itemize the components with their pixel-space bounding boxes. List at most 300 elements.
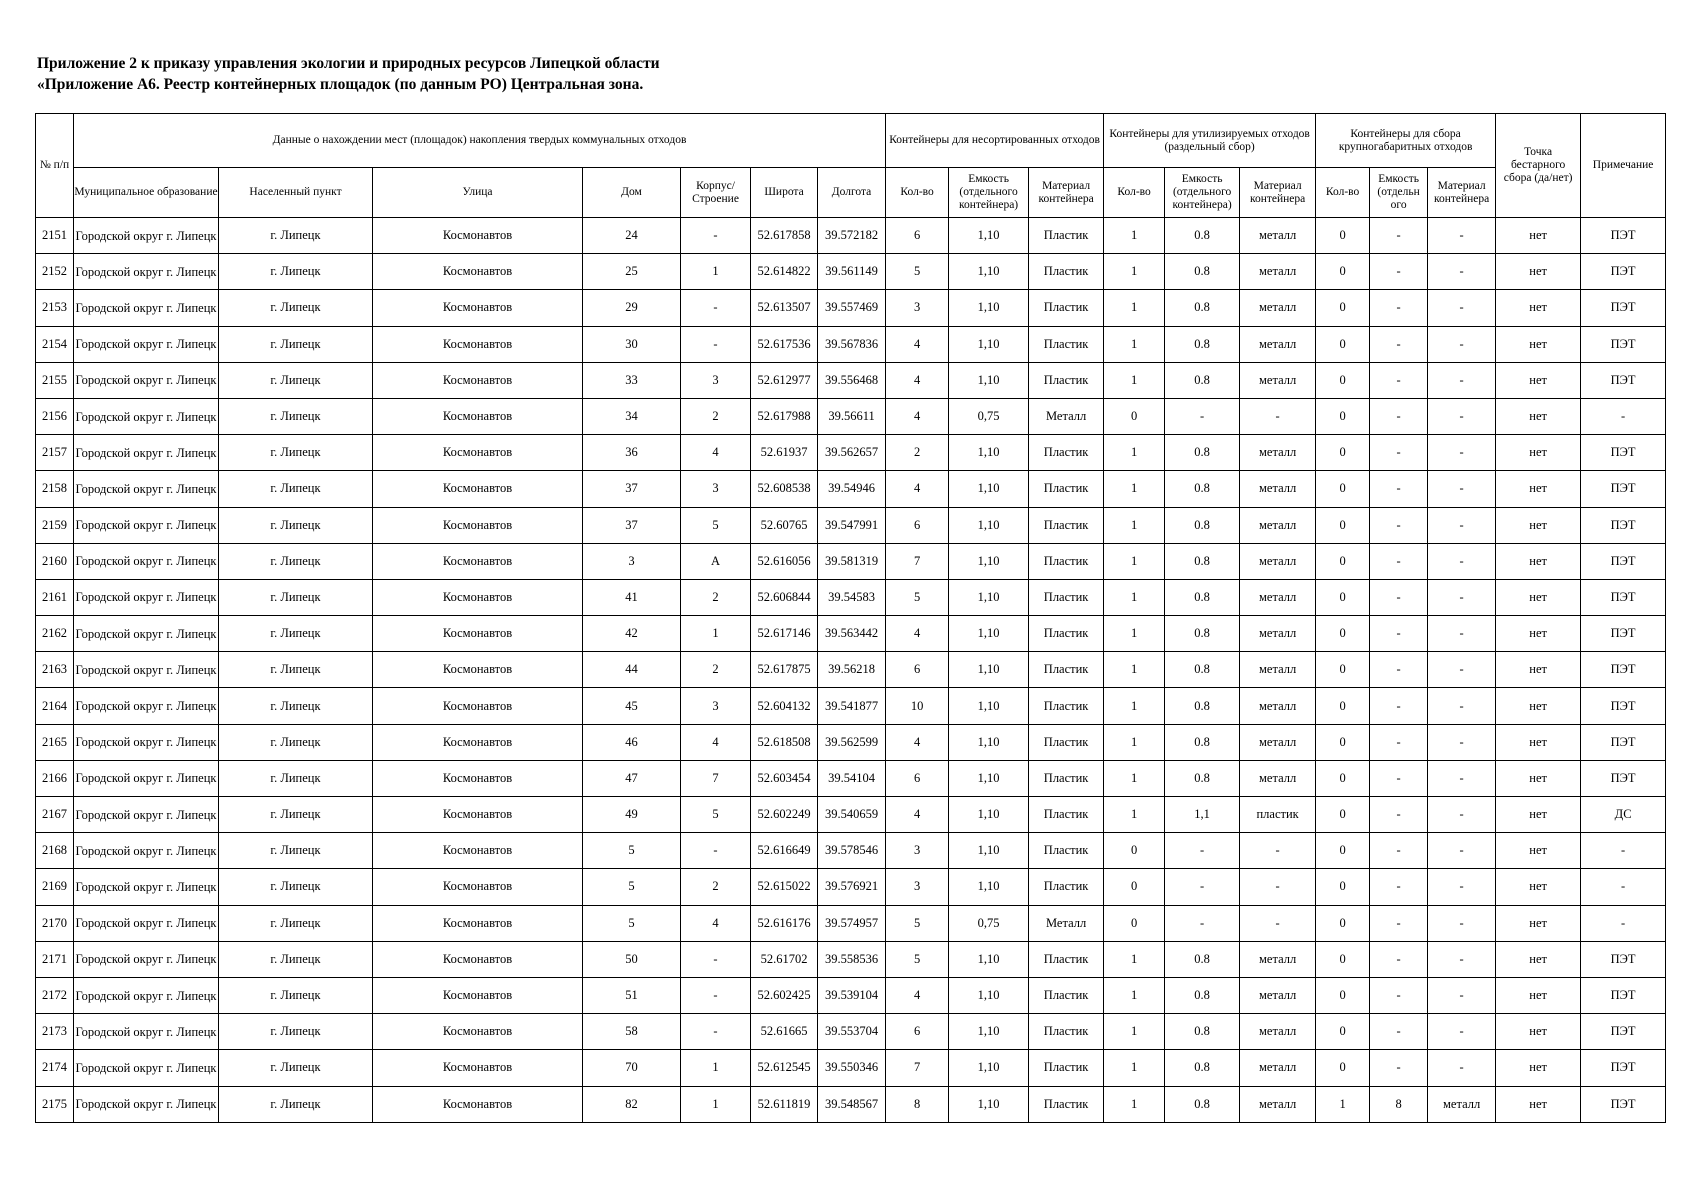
building-cell: - bbox=[681, 290, 751, 326]
header-recyclable-capacity: Емкость (отдельного контейнера) bbox=[1165, 168, 1240, 218]
unsorted-count-cell: 5 bbox=[886, 905, 949, 941]
recyclable-material-cell: металл bbox=[1240, 579, 1316, 615]
row-number: 2175 bbox=[36, 1086, 74, 1122]
longitude-cell: 39.574957 bbox=[818, 905, 886, 941]
table-row bbox=[36, 254, 1666, 290]
bulky-capacity-cell: - bbox=[1370, 977, 1428, 1013]
longitude-cell: 39.540659 bbox=[818, 797, 886, 833]
bulky-count-cell: 0 bbox=[1316, 760, 1370, 796]
street-cell: Космонавтов bbox=[373, 760, 583, 796]
bulky-material-cell: - bbox=[1428, 977, 1496, 1013]
table-row bbox=[36, 652, 1666, 688]
document-title bbox=[37, 53, 660, 95]
settlement-cell: г. Липецк bbox=[219, 724, 373, 760]
street-cell: Космонавтов bbox=[373, 362, 583, 398]
latitude-cell: 52.617146 bbox=[751, 616, 818, 652]
recyclable-capacity-cell: 0.8 bbox=[1165, 507, 1240, 543]
row-number: 2161 bbox=[36, 579, 74, 615]
header-unsorted-count: Кол-во bbox=[886, 168, 949, 218]
building-cell: - bbox=[681, 218, 751, 254]
note-cell: - bbox=[1581, 398, 1666, 434]
bagless-point-cell: нет bbox=[1496, 760, 1581, 796]
municipality-cell: Городской округ г. Липецк bbox=[74, 797, 219, 833]
building-cell: 4 bbox=[681, 905, 751, 941]
note-cell: ПЭТ bbox=[1581, 616, 1666, 652]
bulky-capacity-cell: - bbox=[1370, 398, 1428, 434]
latitude-cell: 52.617536 bbox=[751, 326, 818, 362]
unsorted-capacity-cell: 1,10 bbox=[949, 435, 1029, 471]
note-cell: ПЭТ bbox=[1581, 543, 1666, 579]
bulky-count-cell: 0 bbox=[1316, 616, 1370, 652]
longitude-cell: 39.541877 bbox=[818, 688, 886, 724]
unsorted-count-cell: 6 bbox=[886, 652, 949, 688]
bulky-capacity-cell: - bbox=[1370, 833, 1428, 869]
bulky-capacity-cell: - bbox=[1370, 254, 1428, 290]
building-cell: 2 bbox=[681, 398, 751, 434]
street-cell: Космонавтов bbox=[373, 471, 583, 507]
bulky-count-cell: 0 bbox=[1316, 471, 1370, 507]
header-municipality: Муниципальное образование bbox=[74, 168, 219, 218]
note-cell: ПЭТ bbox=[1581, 326, 1666, 362]
municipality-cell: Городской округ г. Липецк bbox=[74, 688, 219, 724]
latitude-cell: 52.617988 bbox=[751, 398, 818, 434]
header-recyclable-material: Материал контейнера bbox=[1240, 168, 1316, 218]
settlement-cell: г. Липецк bbox=[219, 869, 373, 905]
recyclable-material-cell: металл bbox=[1240, 724, 1316, 760]
header-note: Примечание bbox=[1581, 114, 1666, 218]
unsorted-material-cell: Пластик bbox=[1029, 543, 1104, 579]
note-cell: ПЭТ bbox=[1581, 471, 1666, 507]
house-cell: 5 bbox=[583, 833, 681, 869]
latitude-cell: 52.617858 bbox=[751, 218, 818, 254]
municipality-cell: Городской округ г. Липецк bbox=[74, 869, 219, 905]
bulky-material-cell: - bbox=[1428, 579, 1496, 615]
unsorted-count-cell: 4 bbox=[886, 471, 949, 507]
street-cell: Космонавтов bbox=[373, 290, 583, 326]
unsorted-capacity-cell: 1,10 bbox=[949, 507, 1029, 543]
settlement-cell: г. Липецк bbox=[219, 1014, 373, 1050]
row-number: 2170 bbox=[36, 905, 74, 941]
settlement-cell: г. Липецк bbox=[219, 254, 373, 290]
building-cell: 5 bbox=[681, 797, 751, 833]
unsorted-count-cell: 6 bbox=[886, 1014, 949, 1050]
unsorted-capacity-cell: 0,75 bbox=[949, 905, 1029, 941]
recyclable-count-cell: 1 bbox=[1104, 543, 1165, 579]
unsorted-capacity-cell: 1,10 bbox=[949, 797, 1029, 833]
note-cell: ПЭТ bbox=[1581, 724, 1666, 760]
unsorted-capacity-cell: 1,10 bbox=[949, 362, 1029, 398]
table-row bbox=[36, 471, 1666, 507]
header-bulky-count: Кол-во bbox=[1316, 168, 1370, 218]
note-cell: ПЭТ bbox=[1581, 652, 1666, 688]
municipality-cell: Городской округ г. Липецк bbox=[74, 254, 219, 290]
bagless-point-cell: нет bbox=[1496, 362, 1581, 398]
bagless-point-cell: нет bbox=[1496, 724, 1581, 760]
unsorted-capacity-cell: 1,10 bbox=[949, 724, 1029, 760]
municipality-cell: Городской округ г. Липецк bbox=[74, 579, 219, 615]
table-body bbox=[36, 218, 1666, 1123]
table-row bbox=[36, 760, 1666, 796]
unsorted-material-cell: Пластик bbox=[1029, 869, 1104, 905]
unsorted-capacity-cell: 1,10 bbox=[949, 1014, 1029, 1050]
header-location-group: Данные о нахождении мест (площадок) накопления твердых коммунальных отходов bbox=[74, 114, 886, 168]
header-latitude: Широта bbox=[751, 168, 818, 218]
row-number: 2153 bbox=[36, 290, 74, 326]
unsorted-capacity-cell: 1,10 bbox=[949, 833, 1029, 869]
row-number: 2174 bbox=[36, 1050, 74, 1086]
unsorted-count-cell: 6 bbox=[886, 760, 949, 796]
longitude-cell: 39.576921 bbox=[818, 869, 886, 905]
recyclable-count-cell: 1 bbox=[1104, 616, 1165, 652]
recyclable-material-cell: металл bbox=[1240, 471, 1316, 507]
header-recyclable-count: Кол-во bbox=[1104, 168, 1165, 218]
municipality-cell: Городской округ г. Липецк bbox=[74, 290, 219, 326]
settlement-cell: г. Липецк bbox=[219, 652, 373, 688]
row-number: 2173 bbox=[36, 1014, 74, 1050]
bulky-count-cell: 0 bbox=[1316, 688, 1370, 724]
house-cell: 46 bbox=[583, 724, 681, 760]
municipality-cell: Городской округ г. Липецк bbox=[74, 543, 219, 579]
recyclable-material-cell: - bbox=[1240, 398, 1316, 434]
bagless-point-cell: нет bbox=[1496, 941, 1581, 977]
unsorted-count-cell: 5 bbox=[886, 254, 949, 290]
unsorted-material-cell: Металл bbox=[1029, 905, 1104, 941]
bulky-capacity-cell: - bbox=[1370, 652, 1428, 688]
table-row bbox=[36, 1086, 1666, 1122]
unsorted-capacity-cell: 1,10 bbox=[949, 543, 1029, 579]
municipality-cell: Городской округ г. Липецк bbox=[74, 507, 219, 543]
note-cell: ПЭТ bbox=[1581, 507, 1666, 543]
longitude-cell: 39.572182 bbox=[818, 218, 886, 254]
unsorted-material-cell: Пластик bbox=[1029, 435, 1104, 471]
street-cell: Космонавтов bbox=[373, 688, 583, 724]
bulky-count-cell: 0 bbox=[1316, 977, 1370, 1013]
bulky-capacity-cell: - bbox=[1370, 905, 1428, 941]
bagless-point-cell: нет bbox=[1496, 218, 1581, 254]
unsorted-count-cell: 3 bbox=[886, 869, 949, 905]
building-cell: 3 bbox=[681, 688, 751, 724]
unsorted-capacity-cell: 1,10 bbox=[949, 1050, 1029, 1086]
bagless-point-cell: нет bbox=[1496, 507, 1581, 543]
bulky-count-cell: 0 bbox=[1316, 833, 1370, 869]
bagless-point-cell: нет bbox=[1496, 1086, 1581, 1122]
recyclable-count-cell: 1 bbox=[1104, 326, 1165, 362]
recyclable-count-cell: 0 bbox=[1104, 833, 1165, 869]
unsorted-material-cell: Пластик bbox=[1029, 471, 1104, 507]
container-site-registry-table bbox=[35, 113, 1666, 1123]
longitude-cell: 39.557469 bbox=[818, 290, 886, 326]
house-cell: 37 bbox=[583, 507, 681, 543]
recyclable-count-cell: 1 bbox=[1104, 941, 1165, 977]
row-number: 2169 bbox=[36, 869, 74, 905]
bagless-point-cell: нет bbox=[1496, 435, 1581, 471]
bagless-point-cell: нет bbox=[1496, 254, 1581, 290]
recyclable-capacity-cell: 0.8 bbox=[1165, 760, 1240, 796]
bagless-point-cell: нет bbox=[1496, 471, 1581, 507]
bulky-count-cell: 0 bbox=[1316, 543, 1370, 579]
building-cell: 5 bbox=[681, 507, 751, 543]
settlement-cell: г. Липецк bbox=[219, 688, 373, 724]
municipality-cell: Городской округ г. Липецк bbox=[74, 652, 219, 688]
bulky-capacity-cell: 8 bbox=[1370, 1086, 1428, 1122]
house-cell: 30 bbox=[583, 326, 681, 362]
settlement-cell: г. Липецк bbox=[219, 1086, 373, 1122]
bagless-point-cell: нет bbox=[1496, 398, 1581, 434]
bulky-capacity-cell: - bbox=[1370, 797, 1428, 833]
unsorted-capacity-cell: 1,10 bbox=[949, 326, 1029, 362]
header-number: № п/п bbox=[36, 114, 74, 218]
latitude-cell: 52.608538 bbox=[751, 471, 818, 507]
table-row bbox=[36, 905, 1666, 941]
bulky-capacity-cell: - bbox=[1370, 507, 1428, 543]
recyclable-material-cell: металл bbox=[1240, 977, 1316, 1013]
bulky-material-cell: - bbox=[1428, 905, 1496, 941]
row-number: 2166 bbox=[36, 760, 74, 796]
row-number: 2151 bbox=[36, 218, 74, 254]
table-row bbox=[36, 543, 1666, 579]
row-number: 2155 bbox=[36, 362, 74, 398]
note-cell: - bbox=[1581, 833, 1666, 869]
street-cell: Космонавтов bbox=[373, 616, 583, 652]
recyclable-material-cell: металл bbox=[1240, 290, 1316, 326]
recyclable-capacity-cell: 0.8 bbox=[1165, 543, 1240, 579]
municipality-cell: Городской округ г. Липецк bbox=[74, 1050, 219, 1086]
unsorted-count-cell: 2 bbox=[886, 435, 949, 471]
recyclable-count-cell: 1 bbox=[1104, 1050, 1165, 1086]
municipality-cell: Городской округ г. Липецк bbox=[74, 362, 219, 398]
street-cell: Космонавтов bbox=[373, 507, 583, 543]
note-cell: ПЭТ bbox=[1581, 1086, 1666, 1122]
note-cell: ПЭТ bbox=[1581, 254, 1666, 290]
unsorted-count-cell: 7 bbox=[886, 1050, 949, 1086]
recyclable-capacity-cell: 0.8 bbox=[1165, 977, 1240, 1013]
bulky-material-cell: - bbox=[1428, 869, 1496, 905]
header-house: Дом bbox=[583, 168, 681, 218]
unsorted-capacity-cell: 1,10 bbox=[949, 869, 1029, 905]
building-cell: 3 bbox=[681, 362, 751, 398]
header-bulky-capacity: Емкость (отдельн ого bbox=[1370, 168, 1428, 218]
latitude-cell: 52.604132 bbox=[751, 688, 818, 724]
bulky-material-cell: - bbox=[1428, 254, 1496, 290]
unsorted-capacity-cell: 1,10 bbox=[949, 254, 1029, 290]
note-cell: - bbox=[1581, 905, 1666, 941]
table-row bbox=[36, 218, 1666, 254]
street-cell: Космонавтов bbox=[373, 797, 583, 833]
house-cell: 51 bbox=[583, 977, 681, 1013]
table-row bbox=[36, 398, 1666, 434]
unsorted-material-cell: Пластик bbox=[1029, 1086, 1104, 1122]
table-row bbox=[36, 290, 1666, 326]
unsorted-count-cell: 4 bbox=[886, 326, 949, 362]
building-cell: - bbox=[681, 833, 751, 869]
house-cell: 58 bbox=[583, 1014, 681, 1050]
row-number: 2162 bbox=[36, 616, 74, 652]
bulky-capacity-cell: - bbox=[1370, 435, 1428, 471]
bulky-material-cell: - bbox=[1428, 326, 1496, 362]
row-number: 2157 bbox=[36, 435, 74, 471]
unsorted-capacity-cell: 1,10 bbox=[949, 1086, 1029, 1122]
recyclable-count-cell: 1 bbox=[1104, 797, 1165, 833]
municipality-cell: Городской округ г. Липецк bbox=[74, 471, 219, 507]
recyclable-count-cell: 1 bbox=[1104, 507, 1165, 543]
settlement-cell: г. Липецк bbox=[219, 797, 373, 833]
bagless-point-cell: нет bbox=[1496, 869, 1581, 905]
municipality-cell: Городской округ г. Липецк bbox=[74, 760, 219, 796]
bagless-point-cell: нет bbox=[1496, 652, 1581, 688]
unsorted-material-cell: Пластик bbox=[1029, 652, 1104, 688]
row-number: 2164 bbox=[36, 688, 74, 724]
house-cell: 45 bbox=[583, 688, 681, 724]
settlement-cell: г. Липецк bbox=[219, 398, 373, 434]
street-cell: Космонавтов bbox=[373, 652, 583, 688]
unsorted-material-cell: Пластик bbox=[1029, 797, 1104, 833]
table-row bbox=[36, 362, 1666, 398]
bulky-count-cell: 0 bbox=[1316, 218, 1370, 254]
recyclable-capacity-cell: 0.8 bbox=[1165, 435, 1240, 471]
bulky-count-cell: 0 bbox=[1316, 797, 1370, 833]
street-cell: Космонавтов bbox=[373, 218, 583, 254]
recyclable-material-cell: металл bbox=[1240, 362, 1316, 398]
street-cell: Космонавтов bbox=[373, 435, 583, 471]
recyclable-count-cell: 1 bbox=[1104, 760, 1165, 796]
recyclable-capacity-cell: 0.8 bbox=[1165, 688, 1240, 724]
house-cell: 44 bbox=[583, 652, 681, 688]
recyclable-material-cell: металл bbox=[1240, 652, 1316, 688]
street-cell: Космонавтов bbox=[373, 579, 583, 615]
bagless-point-cell: нет bbox=[1496, 797, 1581, 833]
bulky-count-cell: 0 bbox=[1316, 724, 1370, 760]
municipality-cell: Городской округ г. Липецк bbox=[74, 398, 219, 434]
unsorted-material-cell: Пластик bbox=[1029, 724, 1104, 760]
house-cell: 25 bbox=[583, 254, 681, 290]
unsorted-material-cell: Пластик bbox=[1029, 616, 1104, 652]
latitude-cell: 52.618508 bbox=[751, 724, 818, 760]
recyclable-capacity-cell: - bbox=[1165, 905, 1240, 941]
unsorted-material-cell: Пластик bbox=[1029, 1014, 1104, 1050]
bulky-material-cell: - bbox=[1428, 616, 1496, 652]
bulky-count-cell: 0 bbox=[1316, 941, 1370, 977]
bulky-material-cell: - bbox=[1428, 543, 1496, 579]
bulky-count-cell: 0 bbox=[1316, 435, 1370, 471]
municipality-cell: Городской округ г. Липецк bbox=[74, 977, 219, 1013]
recyclable-count-cell: 1 bbox=[1104, 977, 1165, 1013]
bulky-capacity-cell: - bbox=[1370, 1050, 1428, 1086]
latitude-cell: 52.613507 bbox=[751, 290, 818, 326]
bagless-point-cell: нет bbox=[1496, 579, 1581, 615]
bulky-material-cell: - bbox=[1428, 724, 1496, 760]
recyclable-count-cell: 1 bbox=[1104, 435, 1165, 471]
street-cell: Космонавтов bbox=[373, 543, 583, 579]
recyclable-material-cell: металл bbox=[1240, 1086, 1316, 1122]
house-cell: 42 bbox=[583, 616, 681, 652]
bulky-count-cell: 0 bbox=[1316, 905, 1370, 941]
header-longitude: Долгота bbox=[818, 168, 886, 218]
recyclable-material-cell: пластик bbox=[1240, 797, 1316, 833]
recyclable-count-cell: 1 bbox=[1104, 218, 1165, 254]
table-row bbox=[36, 724, 1666, 760]
building-cell: 7 bbox=[681, 760, 751, 796]
recyclable-count-cell: 0 bbox=[1104, 398, 1165, 434]
unsorted-capacity-cell: 1,10 bbox=[949, 616, 1029, 652]
longitude-cell: 39.548567 bbox=[818, 1086, 886, 1122]
unsorted-material-cell: Пластик bbox=[1029, 579, 1104, 615]
recyclable-material-cell: - bbox=[1240, 833, 1316, 869]
latitude-cell: 52.61702 bbox=[751, 941, 818, 977]
recyclable-count-cell: 1 bbox=[1104, 688, 1165, 724]
recyclable-capacity-cell: 0.8 bbox=[1165, 724, 1240, 760]
recyclable-capacity-cell: 0.8 bbox=[1165, 471, 1240, 507]
header-unsorted-material: Материал контейнера bbox=[1029, 168, 1104, 218]
settlement-cell: г. Липецк bbox=[219, 616, 373, 652]
settlement-cell: г. Липецк bbox=[219, 905, 373, 941]
unsorted-count-cell: 5 bbox=[886, 579, 949, 615]
settlement-cell: г. Липецк bbox=[219, 760, 373, 796]
row-number: 2171 bbox=[36, 941, 74, 977]
recyclable-count-cell: 0 bbox=[1104, 869, 1165, 905]
settlement-cell: г. Липецк bbox=[219, 290, 373, 326]
recyclable-capacity-cell: - bbox=[1165, 833, 1240, 869]
note-cell: ПЭТ bbox=[1581, 218, 1666, 254]
bulky-count-cell: 0 bbox=[1316, 290, 1370, 326]
bulky-material-cell: металл bbox=[1428, 1086, 1496, 1122]
bulky-material-cell: - bbox=[1428, 797, 1496, 833]
longitude-cell: 39.562599 bbox=[818, 724, 886, 760]
note-cell: ПЭТ bbox=[1581, 290, 1666, 326]
recyclable-material-cell: металл bbox=[1240, 688, 1316, 724]
recyclable-count-cell: 0 bbox=[1104, 905, 1165, 941]
header-settlement: Населенный пункт bbox=[219, 168, 373, 218]
longitude-cell: 39.56611 bbox=[818, 398, 886, 434]
row-number: 2158 bbox=[36, 471, 74, 507]
row-number: 2168 bbox=[36, 833, 74, 869]
unsorted-capacity-cell: 1,10 bbox=[949, 652, 1029, 688]
settlement-cell: г. Липецк bbox=[219, 833, 373, 869]
bulky-capacity-cell: - bbox=[1370, 1014, 1428, 1050]
house-cell: 82 bbox=[583, 1086, 681, 1122]
bulky-material-cell: - bbox=[1428, 290, 1496, 326]
recyclable-material-cell: металл bbox=[1240, 1050, 1316, 1086]
street-cell: Космонавтов bbox=[373, 941, 583, 977]
header-bulky-material: Материал контейнера bbox=[1428, 168, 1496, 218]
recyclable-count-cell: 1 bbox=[1104, 362, 1165, 398]
longitude-cell: 39.54946 bbox=[818, 471, 886, 507]
bulky-capacity-cell: - bbox=[1370, 688, 1428, 724]
municipality-cell: Городской округ г. Липецк bbox=[74, 1086, 219, 1122]
bulky-count-cell: 0 bbox=[1316, 398, 1370, 434]
house-cell: 33 bbox=[583, 362, 681, 398]
settlement-cell: г. Липецк bbox=[219, 435, 373, 471]
longitude-cell: 39.567836 bbox=[818, 326, 886, 362]
bulky-capacity-cell: - bbox=[1370, 616, 1428, 652]
building-cell: - bbox=[681, 1014, 751, 1050]
recyclable-count-cell: 1 bbox=[1104, 471, 1165, 507]
recyclable-material-cell: металл bbox=[1240, 218, 1316, 254]
unsorted-count-cell: 4 bbox=[886, 724, 949, 760]
building-cell: 1 bbox=[681, 1050, 751, 1086]
table-row bbox=[36, 507, 1666, 543]
bulky-capacity-cell: - bbox=[1370, 941, 1428, 977]
settlement-cell: г. Липецк bbox=[219, 941, 373, 977]
longitude-cell: 39.54104 bbox=[818, 760, 886, 796]
recyclable-capacity-cell: - bbox=[1165, 869, 1240, 905]
unsorted-material-cell: Пластик bbox=[1029, 760, 1104, 796]
latitude-cell: 52.615022 bbox=[751, 869, 818, 905]
bulky-material-cell: - bbox=[1428, 652, 1496, 688]
street-cell: Космонавтов bbox=[373, 869, 583, 905]
unsorted-material-cell: Пластик bbox=[1029, 290, 1104, 326]
bulky-material-cell: - bbox=[1428, 218, 1496, 254]
bulky-count-cell: 1 bbox=[1316, 1086, 1370, 1122]
